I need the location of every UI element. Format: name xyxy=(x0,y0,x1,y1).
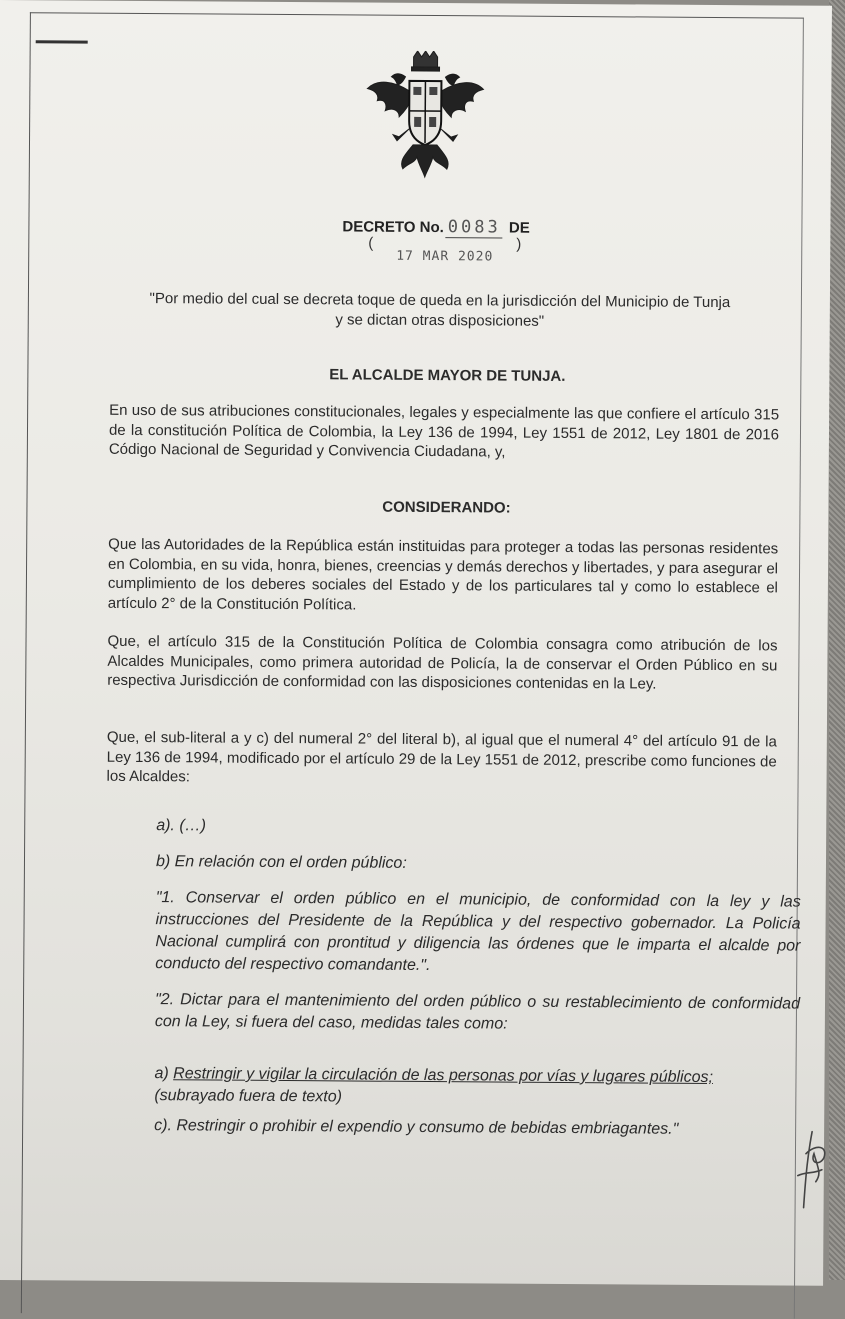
sub-item-a xyxy=(154,1063,804,1112)
sub-item-a-underlined: Restringir y vigilar la circulación de las personas por vías y lugares públicos; xyxy=(173,1065,713,1086)
coat-of-arms-icon xyxy=(365,51,486,180)
date-paren-close: ) xyxy=(516,236,521,253)
considerando-paragraph-1: Que las Autoridades de la República están instituidas para proteger a todas las personas residentes en Colombia, en su vida, honra, bienes, creencias y demás derechos y libertades, y para asegurar el cumplimiento de los deberes sociales del Estado y de los particulares tal y como lo establece el artículo 2° de la Constitución Política. xyxy=(108,535,779,618)
date-paren-open: ( xyxy=(368,235,373,252)
signature-mark xyxy=(792,1124,838,1214)
decree-number: 0083 xyxy=(446,217,503,238)
item-b: b) En relación con el orden público: xyxy=(156,851,407,875)
decree-title-line-2: y se dictan otras disposiciones" xyxy=(110,309,770,334)
sub-item-a-note: (subrayado fuera de texto) xyxy=(154,1087,342,1105)
considerando-paragraph-2: Que, el artículo 315 de la Constitución Política de Colombia consagra como atribución de los Alcaldes Municipales, como primera autoridad de Policía, la de conservar el Orden Público en su respectiva Jurisdicción de conformidad con las disposiciones contenidas en la Ley. xyxy=(107,632,777,695)
item-a: a). (…) xyxy=(156,815,206,837)
background-edge xyxy=(829,0,845,1280)
heading-alcalde: EL ALCALDE MAYOR DE TUNJA. xyxy=(109,365,785,387)
heading-considerando: CONSIDERANDO: xyxy=(108,497,784,519)
quote-2: "2. Dictar para el mantenimiento del orden público o su restablecimiento de conformidad con la Ley, si fuera del caso, medidas tales como: xyxy=(155,989,800,1038)
decree-de: DE xyxy=(509,220,530,237)
decree-title xyxy=(110,289,770,334)
date-stamp: 17 MAR 2020 xyxy=(396,249,493,265)
decree-title-line-1: "Por medio del cual se decreta toque de queda en la jurisdicción del Municipio de Tunja xyxy=(110,289,770,314)
decree-label: DECRETO No. xyxy=(342,218,444,236)
sub-item-a-prefix: a) xyxy=(154,1065,168,1082)
sub-item-c: c). Restringir o prohibir el expendio y consumo de bebidas embriagantes." xyxy=(154,1115,804,1142)
considerando-paragraph-3: Que, el sub-literal a y c) del numeral 2° del literal b), al igual que el numeral 4° del artículo 91 de la Ley 136 de 1994, modificado por el artículo 29 de la Ley 1551 de 2012, prescribe como funciones de los Alcaldes: xyxy=(107,728,777,791)
corner-mark xyxy=(36,40,88,43)
intro-paragraph: En uso de sus atribuciones constitucionales, legales y especialmente las que confiere el artículo 315 de la constitución Política de Colombia, la Ley 136 de 1994, Ley 1551 de 2012, Ley 1801 de 2016 Código Nacional de Seguridad y Convivencia Ciudadana, y, xyxy=(109,401,779,464)
quote-1: "1. Conservar el orden público en el municipio, de conformidad con la ley y las instrucciones del Presidente de la República y del respectivo gobernador. La Policía Nacional cumplirá con prontitud y diligencia las órdenes que le imparta el alcalde por conducto del respectivo comandante.". xyxy=(155,887,801,980)
